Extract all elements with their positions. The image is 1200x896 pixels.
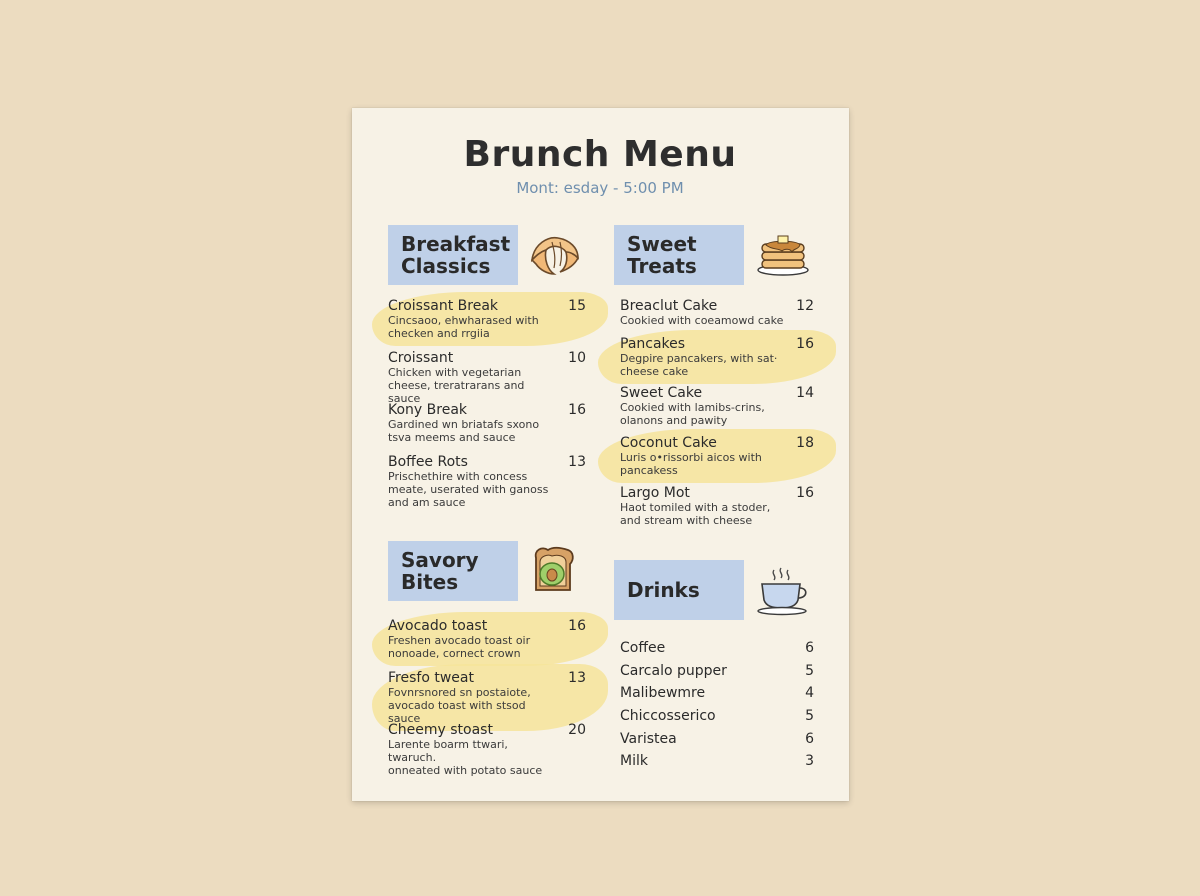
item-price: 15 [568, 298, 586, 314]
item-price: 13 [568, 670, 586, 686]
item-desc: Luris o•rissorbi aicos with [620, 451, 762, 464]
item-price: 16 [568, 402, 586, 418]
coffee-cup-icon [754, 566, 812, 616]
item-desc: nonoade, cornect crown [388, 647, 521, 660]
section-title-line1: Sweet [627, 232, 697, 256]
item-name: Varistea [620, 731, 677, 747]
item-desc: Fovnrsnored sn postaiote, [388, 686, 531, 699]
section-header-savory [388, 541, 518, 601]
item-name: Largo Mot [620, 485, 690, 501]
item-name: Breaclut Cake [620, 298, 718, 314]
list-item [388, 670, 586, 725]
item-price: 16 [568, 618, 586, 634]
item-price: 20 [568, 722, 586, 738]
item-price: 3 [805, 753, 814, 769]
item-desc: Chicken with vegetarian [388, 366, 522, 379]
item-price: 12 [796, 298, 814, 314]
croissant-icon [526, 230, 584, 278]
item-desc: pancakess [620, 464, 678, 477]
item-name: Carcalo pupper [620, 663, 727, 679]
item-name: Milk [620, 753, 648, 769]
item-name: Fresfo tweat [388, 670, 474, 686]
item-name: Coconut Cake [620, 435, 717, 451]
list-item [388, 402, 586, 444]
pancakes-icon [754, 230, 812, 278]
item-desc: cheese, treratrarans and sauce [388, 379, 525, 405]
item-name: Malibewmre [620, 685, 706, 701]
item-price: 5 [805, 708, 814, 724]
list-item [614, 753, 814, 769]
item-price: 10 [568, 350, 586, 366]
list-item [614, 435, 814, 477]
item-name: Croissant [388, 350, 454, 366]
item-desc: Cookied with coeamowd cake [620, 314, 784, 327]
item-price: 14 [796, 385, 814, 401]
item-desc: Larente boarm ttwari, twaruch. [388, 738, 508, 764]
section-title-line2: Bites [401, 570, 459, 594]
item-desc: cheese cake [620, 365, 689, 378]
item-name: Pancakes [620, 336, 686, 352]
section-title-line1: Savory [401, 548, 479, 572]
section-title-line2: Classics [401, 254, 491, 278]
item-desc: and am sauce [388, 496, 466, 509]
list-item [614, 640, 814, 656]
item-price: 16 [796, 485, 814, 501]
list-item [388, 350, 586, 405]
section-title-line1: Breakfast [401, 232, 511, 256]
item-price: 5 [805, 663, 814, 679]
section-header-drinks [614, 560, 744, 620]
list-item [614, 731, 814, 747]
item-price: 16 [796, 336, 814, 352]
item-desc: Freshen avocado toast oir [388, 634, 531, 647]
list-item [388, 454, 586, 509]
menu-subtitle: Mont: esday - 5:00 PM [516, 179, 684, 197]
avocado-toast-icon [528, 544, 578, 596]
list-item [614, 485, 814, 527]
item-name: Croissant Break [388, 298, 499, 314]
item-name: Coffee [620, 640, 666, 656]
item-price: 18 [796, 435, 814, 451]
item-desc: Cincsaoo, ehwharased with [388, 314, 539, 327]
item-name: Kony Break [388, 402, 468, 418]
item-desc: avocado toast with stsod sauce [388, 699, 526, 725]
list-item [614, 685, 814, 701]
section-title-line2: Treats [627, 254, 697, 278]
item-desc: and stream with cheese [620, 514, 753, 527]
item-name: Avocado toast [388, 618, 488, 634]
item-name: Sweet Cake [620, 385, 703, 401]
menu-title: Brunch Menu [463, 134, 737, 175]
item-price: 4 [805, 685, 814, 701]
item-desc: Prischethire with concess [388, 470, 528, 483]
section-title: Drinks [627, 578, 700, 602]
item-desc: checken and rrgiia [388, 327, 490, 340]
list-item [614, 336, 814, 378]
list-item [614, 298, 814, 327]
item-desc: Gardined wn briatafs sxono [388, 418, 540, 431]
item-desc: Degpire pancakers, with sat· [620, 352, 778, 365]
section-header-sweet [614, 225, 744, 285]
list-item [614, 663, 814, 679]
item-price: 6 [805, 640, 814, 656]
item-price: 6 [805, 731, 814, 747]
item-name: Cheemy stoast [388, 722, 493, 738]
item-desc: Haot tomiled with a stoder, [620, 501, 771, 514]
section-header-breakfast [388, 225, 518, 285]
item-price: 13 [568, 454, 586, 470]
item-name: Chiccosserico [620, 708, 716, 724]
list-item [614, 385, 814, 427]
item-desc: onneated with potato sauce [388, 764, 543, 777]
list-item [388, 722, 586, 777]
item-name: Boffee Rots [388, 454, 468, 470]
item-desc: olanons and pawity [620, 414, 728, 427]
list-item [614, 708, 814, 724]
list-item [388, 618, 586, 660]
item-desc: meate, userated with ganoss [388, 483, 549, 496]
item-desc: Cookied with lamibs-crins, [620, 401, 765, 414]
item-desc: tsva meems and sauce [388, 431, 516, 444]
list-item [388, 298, 586, 340]
